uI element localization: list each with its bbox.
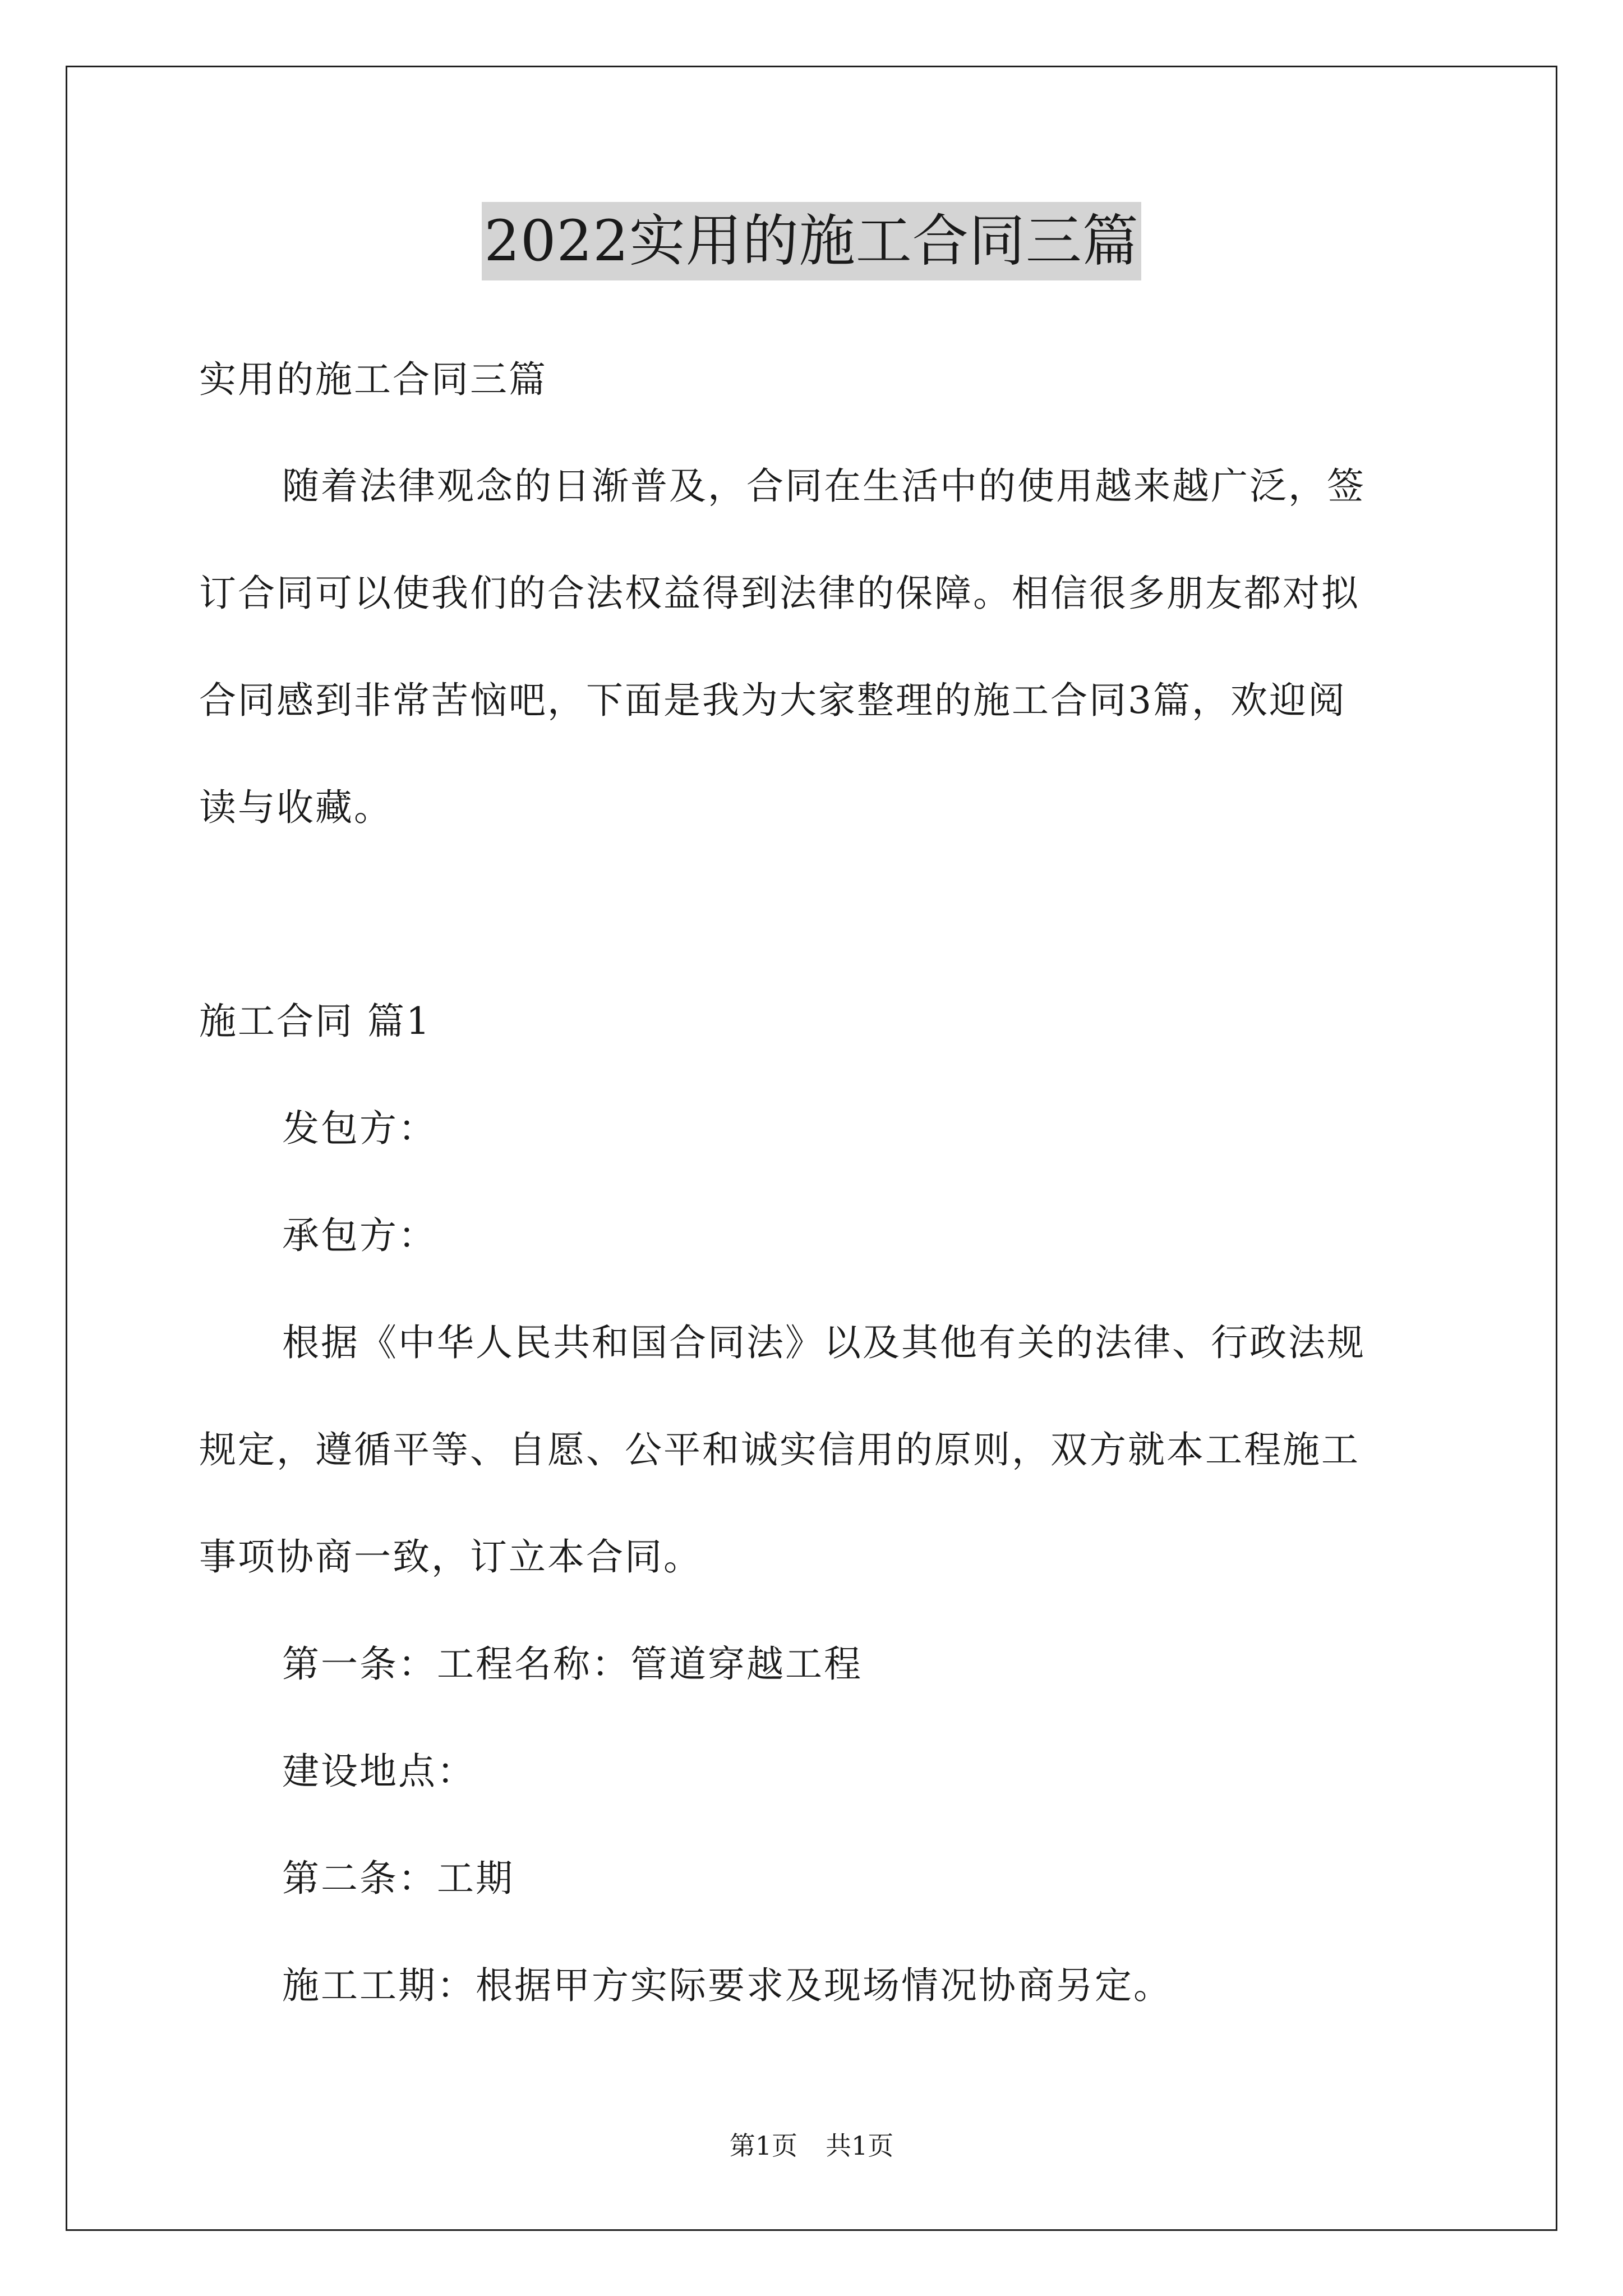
- document-subtitle: 实用的施工合同三篇: [199, 358, 547, 401]
- issuer-label: 发包方：: [282, 1107, 437, 1150]
- article-2: 第二条：工期: [282, 1857, 514, 1900]
- article-1: 第一条：工程名称：管道穿越工程: [282, 1642, 863, 1686]
- page-footer: [0, 2129, 1623, 2162]
- section-heading: 施工合同 篇1: [199, 1000, 431, 1043]
- basis-line-1: 根据《中华人民共和国合同法》以及其他有关的法律、行政法规: [282, 1321, 1366, 1364]
- intro-line-1: 随着法律观念的日渐普及，合同在生活中的使用越来越广泛，签: [282, 464, 1366, 508]
- intro-line-4: 读与收藏。: [199, 786, 393, 829]
- page-current: 第1页: [729, 2131, 797, 2161]
- basis-line-3: 事项协商一致，订立本合同。: [199, 1535, 702, 1579]
- title-wrapper: [0, 202, 1623, 280]
- basis-line-2: 规定，遵循平等、自愿、公平和诚实信用的原则，双方就本工程施工: [199, 1428, 1360, 1471]
- site-label: 建设地点：: [282, 1750, 476, 1793]
- intro-line-3: 合同感到非常苦恼吧，下面是我为大家整理的施工合同3篇，欢迎阅: [199, 679, 1347, 722]
- page-total: 共1页: [826, 2131, 894, 2161]
- contractor-label: 承包方：: [282, 1214, 437, 1257]
- intro-line-2: 订合同可以使我们的合法权益得到法律的保障。相信很多朋友都对拟: [199, 572, 1360, 615]
- document-title: 2022实用的施工合同三篇: [482, 202, 1141, 280]
- duration-text: 施工工期：根据甲方实际要求及现场情况协商另定。: [282, 1964, 1172, 2007]
